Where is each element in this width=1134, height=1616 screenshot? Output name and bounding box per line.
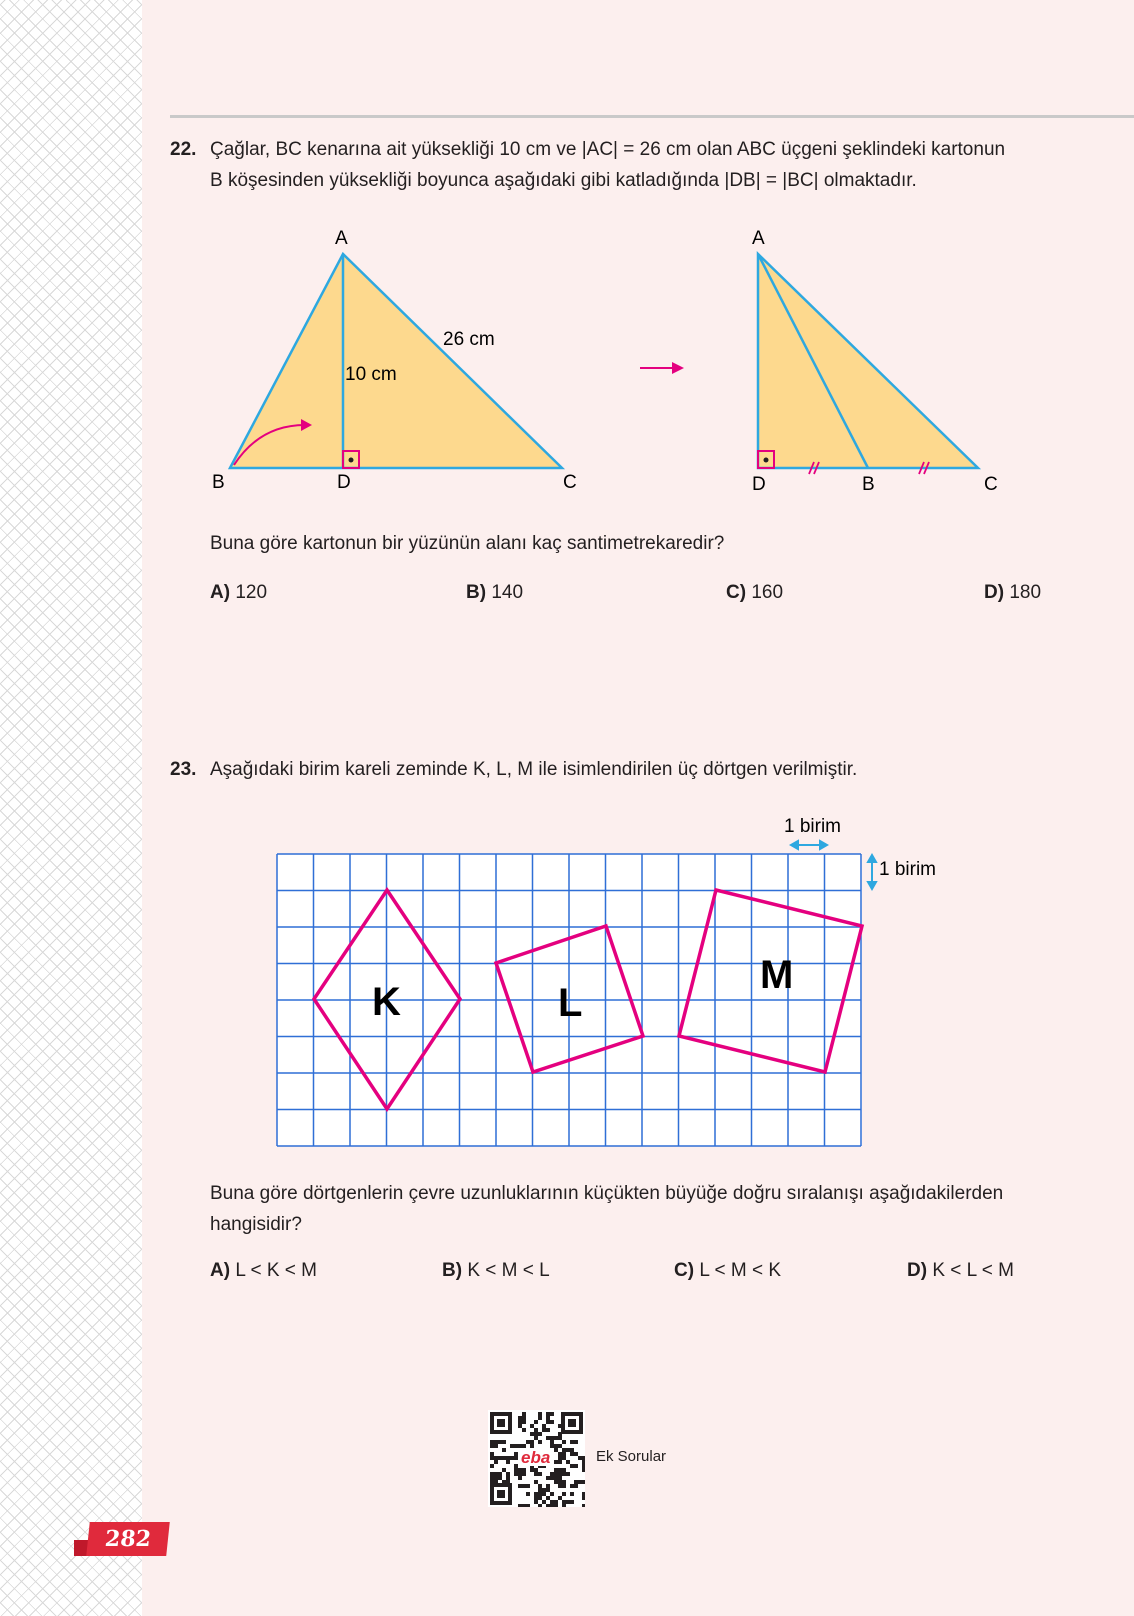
- qr-module: [538, 1488, 542, 1492]
- qr-module: [502, 1468, 506, 1472]
- qr-module: [534, 1436, 538, 1440]
- qr-module: [554, 1480, 558, 1484]
- qr-module: [534, 1472, 538, 1476]
- qr-module: [526, 1484, 530, 1488]
- qr-finder-top-left: [490, 1412, 512, 1434]
- qr-module: [554, 1472, 558, 1476]
- qr-module: [490, 1472, 494, 1476]
- qr-module: [538, 1504, 542, 1507]
- qr-module: [498, 1476, 502, 1480]
- qr-module: [566, 1448, 570, 1452]
- qr-module: [490, 1452, 494, 1456]
- qr-module: [554, 1468, 558, 1472]
- shape-k-label: K: [372, 980, 401, 1024]
- folded-triangle: [758, 254, 978, 468]
- qr-module: [546, 1428, 550, 1432]
- qr-module: [522, 1468, 526, 1472]
- qr-module: [554, 1448, 558, 1452]
- qr-module: [562, 1484, 566, 1488]
- page-number: 282: [86, 1522, 170, 1556]
- question-22-line-2: B köşesinden yüksekliği boyunca aşağıdaki gibi katladığında |DB| = |BC| olmaktadır.: [210, 170, 917, 191]
- q23-option-c[interactable]: C) L < M < K: [674, 1260, 782, 1281]
- qr-module: [538, 1472, 542, 1476]
- qr-module: [574, 1484, 578, 1488]
- qr-module: [534, 1492, 538, 1496]
- question-23-line-1: Aşağıdaki birim kareli zeminde K, L, M ile isimlendirilen üç dörtgen verilmiştir.: [210, 759, 858, 780]
- right-angle-dot: [349, 458, 354, 463]
- q22-option-d[interactable]: D) 180: [984, 582, 1042, 603]
- qr-module: [502, 1440, 506, 1444]
- qr-module: [562, 1440, 566, 1444]
- qr-module: [490, 1456, 494, 1460]
- qr-module: [530, 1432, 534, 1436]
- qr-module: [538, 1412, 542, 1416]
- qr-module: [558, 1480, 562, 1484]
- qr-finder-top-right: [561, 1412, 583, 1434]
- qr-module: [514, 1464, 518, 1468]
- qr-module: [582, 1496, 585, 1500]
- qr-module: [526, 1492, 530, 1496]
- q23-option-a[interactable]: A) L < K < M: [210, 1260, 318, 1281]
- qr-label: Ek Sorular: [596, 1448, 667, 1465]
- eba-logo: eba: [521, 1448, 551, 1467]
- qr-module: [570, 1484, 574, 1488]
- qr-module: [546, 1488, 550, 1492]
- qr-module: [546, 1412, 550, 1416]
- qr-module: [498, 1456, 502, 1460]
- question-22-number: 22.: [170, 139, 197, 160]
- triangle-figure-left: [200, 225, 600, 500]
- qr-module: [502, 1456, 506, 1460]
- qr-module: [562, 1500, 566, 1504]
- label-b: B: [212, 472, 225, 493]
- label-a: A: [335, 228, 348, 249]
- qr-module: [558, 1476, 562, 1480]
- qr-module: [534, 1480, 538, 1484]
- qr-module: [494, 1476, 498, 1480]
- qr-module: [558, 1460, 562, 1464]
- label-d: D: [337, 472, 351, 493]
- qr-module: [566, 1500, 570, 1504]
- qr-module: [550, 1444, 554, 1448]
- shape-l-label: L: [558, 981, 583, 1025]
- qr-module: [518, 1476, 522, 1480]
- qr-module: [494, 1440, 498, 1444]
- qr-module: [526, 1440, 530, 1444]
- qr-module: [518, 1416, 522, 1420]
- qr-module: [558, 1472, 562, 1476]
- qr-module: [566, 1472, 570, 1476]
- qr-module: [538, 1416, 542, 1420]
- qr-module: [554, 1460, 558, 1464]
- qr-module: [550, 1440, 554, 1444]
- qr-module: [542, 1424, 546, 1428]
- qr-module: [562, 1468, 566, 1472]
- qr-module: [518, 1504, 522, 1507]
- qr-module: [578, 1456, 582, 1460]
- qr-module: [562, 1452, 566, 1456]
- qr-module: [506, 1460, 510, 1464]
- q22-option-b[interactable]: B) 140: [466, 582, 524, 603]
- qr-module: [582, 1480, 585, 1484]
- qr-module: [514, 1472, 518, 1476]
- qr-module: [530, 1440, 534, 1444]
- label-a: A: [752, 228, 765, 249]
- qr-module: [490, 1444, 494, 1448]
- qr-module: [582, 1464, 585, 1468]
- label-d: D: [752, 474, 766, 495]
- qr-module: [574, 1480, 578, 1484]
- qr-module: [538, 1432, 542, 1436]
- qr-module: [490, 1440, 494, 1444]
- qr-module: [582, 1468, 585, 1472]
- qr-module: [538, 1440, 542, 1444]
- qr-module: [506, 1476, 510, 1480]
- qr-module: [542, 1428, 546, 1432]
- qr-module: [534, 1428, 538, 1432]
- label-c: C: [563, 472, 577, 493]
- q22-option-c[interactable]: C) 160: [726, 582, 784, 603]
- qr-module: [570, 1452, 574, 1456]
- triangle-figure-right: [740, 225, 1000, 500]
- qr-module: [510, 1444, 514, 1448]
- qr-module: [558, 1452, 562, 1456]
- qr-module: [522, 1428, 526, 1432]
- qr-module: [562, 1448, 566, 1452]
- qr-module: [498, 1440, 502, 1444]
- question-23-number: 23.: [170, 759, 197, 780]
- unit-label-vertical: 1 birim: [879, 859, 937, 880]
- qr-module: [542, 1488, 546, 1492]
- question-22-prompt: Buna göre kartonun bir yüzünün alanı kaç santimetrekaredir?: [210, 533, 725, 554]
- side-pattern-strip: [0, 0, 142, 1616]
- qr-module: [510, 1456, 514, 1460]
- qr-module: [554, 1444, 558, 1448]
- qr-module: [546, 1484, 550, 1488]
- qr-code[interactable]: [488, 1410, 585, 1507]
- qr-module: [534, 1468, 538, 1472]
- qr-module: [570, 1500, 574, 1504]
- qr-module: [582, 1504, 585, 1507]
- qr-module: [558, 1456, 562, 1460]
- qr-module: [514, 1452, 518, 1456]
- qr-module: [522, 1484, 526, 1488]
- qr-module: [546, 1436, 550, 1440]
- question-23-prompt-line-1: Buna göre dörtgenlerin çevre uzunluklarının küçükten büyüğe doğru sıralanışı aşağıdakilerden: [210, 1183, 1004, 1204]
- qr-module: [550, 1436, 554, 1440]
- qr-module: [494, 1472, 498, 1476]
- qr-module: [574, 1452, 578, 1456]
- label-b: B: [862, 474, 875, 495]
- question-22-line-1: Çağlar, BC kenarına ait yüksekliği 10 cm ve |AC| = 26 cm olan ABC üçgeni şeklindeki kartonun: [210, 139, 1006, 160]
- qr-module: [550, 1492, 554, 1496]
- qr-module: [526, 1504, 530, 1507]
- qr-module: [554, 1436, 558, 1440]
- qr-module: [518, 1420, 522, 1424]
- unit-arrow-vertical: [868, 855, 876, 889]
- qr-module: [574, 1440, 578, 1444]
- qr-module: [518, 1472, 522, 1476]
- qr-module: [542, 1500, 546, 1504]
- qr-module: [534, 1420, 538, 1424]
- qr-finder-bottom-left: [490, 1483, 512, 1505]
- qr-module: [538, 1492, 542, 1496]
- qr-module: [566, 1460, 570, 1464]
- qr-module: [546, 1416, 550, 1420]
- question-23-prompt-line-2: hangisidir?: [210, 1214, 302, 1235]
- direction-arrow: [640, 358, 685, 378]
- qr-module: [518, 1468, 522, 1472]
- qr-module: [514, 1456, 518, 1460]
- qr-module: [558, 1468, 562, 1472]
- qr-module: [546, 1476, 550, 1480]
- qr-module: [550, 1504, 554, 1507]
- qr-module: [506, 1456, 510, 1460]
- qr-module: [506, 1472, 510, 1476]
- qr-module: [490, 1476, 494, 1480]
- qr-module: [534, 1500, 538, 1504]
- qr-module: [570, 1492, 574, 1496]
- qr-module: [570, 1448, 574, 1452]
- qr-module: [522, 1420, 526, 1424]
- qr-module: [546, 1496, 550, 1500]
- qr-module: [494, 1460, 498, 1464]
- qr-module: [554, 1504, 558, 1507]
- qr-module: [546, 1504, 550, 1507]
- qr-module: [570, 1464, 574, 1468]
- qr-module: [522, 1504, 526, 1507]
- qr-module: [558, 1484, 562, 1488]
- qr-module: [550, 1472, 554, 1476]
- q22-option-a[interactable]: A) 120: [210, 582, 268, 603]
- unit-label-horizontal: 1 birim: [784, 816, 842, 837]
- label-c: C: [984, 474, 998, 495]
- qr-module: [534, 1496, 538, 1500]
- qr-module: [530, 1424, 534, 1428]
- unit-grid-figure: [260, 810, 960, 1155]
- unit-arrow-horizontal: [791, 841, 827, 849]
- q23-option-b[interactable]: B) K < M < L: [442, 1260, 550, 1281]
- qr-module: [554, 1500, 558, 1504]
- qr-module: [494, 1444, 498, 1448]
- qr-module: [514, 1468, 518, 1472]
- qr-module: [550, 1412, 554, 1416]
- qr-module: [530, 1468, 534, 1472]
- qr-module: [562, 1472, 566, 1476]
- side-label: 26 cm: [443, 329, 495, 350]
- right-angle-dot: [764, 458, 769, 463]
- qr-module: [534, 1432, 538, 1436]
- qr-module: [522, 1412, 526, 1416]
- height-label: 10 cm: [345, 364, 397, 385]
- qr-module: [582, 1492, 585, 1496]
- qr-module: [570, 1440, 574, 1444]
- qr-module: [558, 1436, 562, 1440]
- qr-module: [574, 1464, 578, 1468]
- qr-module: [554, 1476, 558, 1480]
- qr-module: [582, 1456, 585, 1460]
- qr-module: [494, 1456, 498, 1460]
- qr-module: [522, 1416, 526, 1420]
- qr-module: [558, 1444, 562, 1448]
- qr-module: [522, 1472, 526, 1476]
- qr-module: [514, 1444, 518, 1448]
- qr-module: [562, 1504, 566, 1507]
- qr-module: [542, 1492, 546, 1496]
- qr-module: [518, 1484, 522, 1488]
- qr-module: [498, 1472, 502, 1476]
- qr-module: [578, 1480, 582, 1484]
- qr-module: [538, 1496, 542, 1500]
- qr-module: [550, 1420, 554, 1424]
- qr-module: [538, 1484, 542, 1488]
- qr-module: [546, 1420, 550, 1424]
- qr-module: [518, 1424, 522, 1428]
- qr-module: [550, 1500, 554, 1504]
- qr-module: [562, 1480, 566, 1484]
- qr-module: [550, 1476, 554, 1480]
- q23-option-d[interactable]: D) K < L < M: [907, 1260, 1015, 1281]
- qr-module: [562, 1492, 566, 1496]
- qr-module: [562, 1456, 566, 1460]
- qr-module: [502, 1448, 506, 1452]
- triangle-abc: [230, 254, 562, 468]
- qr-module: [490, 1464, 494, 1468]
- qr-module: [558, 1496, 562, 1500]
- qr-module: [582, 1460, 585, 1464]
- top-divider: [170, 115, 1134, 118]
- shape-m-label: M: [760, 953, 794, 997]
